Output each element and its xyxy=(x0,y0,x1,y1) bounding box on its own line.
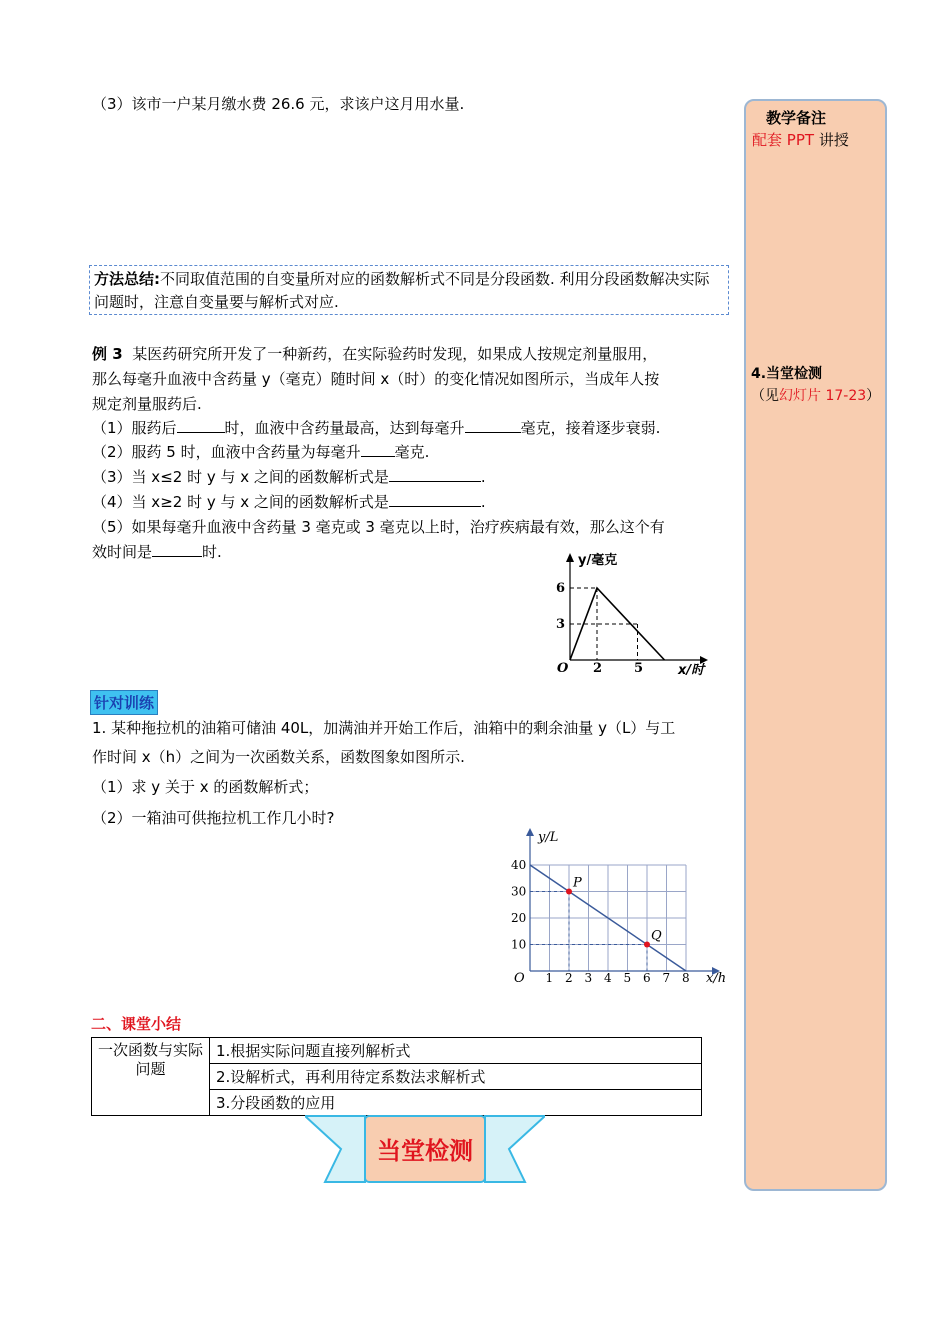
chart2-point-p xyxy=(566,889,572,895)
training-q2: （2）一箱油可供拖拉机工作几小时? xyxy=(92,809,335,827)
chart2-xtick: 4 xyxy=(604,971,612,985)
chart1-xtick-2: 2 xyxy=(593,661,603,676)
sidebar-ppt: 配套 PPT 讲授 xyxy=(752,131,849,149)
example3-q3: （3）当 x≤2 时 y 与 x 之间的函数解析式是 . xyxy=(92,468,486,486)
training-q1: （1）求 y 关于 x 的函数解析式； xyxy=(92,778,319,796)
chart2-xlabel: x/h xyxy=(706,971,727,986)
chart2-ytick: 10 xyxy=(511,937,527,952)
chart1-y-arrow xyxy=(566,553,574,562)
method-text: 不同取值范围的自变量所对应的函数解析式不同是分段函数. 利用分段函数解决实际问题时，注意自变量要与解析式对应. xyxy=(94,270,710,311)
example3-q5: （5）如果每毫升血液中含药量 3 毫克或 3 毫克以上时，治疗疾病最有效，那么这个有 xyxy=(92,518,665,536)
example3-q4: （4）当 x≥2 时 y 与 x 之间的函数解析式是 . xyxy=(92,493,486,511)
chart2-xtick: 8 xyxy=(682,971,690,985)
example3-label: 例 3 xyxy=(92,345,123,363)
chart2-point-p-label: P xyxy=(573,875,582,891)
sidebar-check: 4.当堂检测 （见幻灯片 17-23） xyxy=(751,366,881,404)
example3-line3: 规定剂量服药后. xyxy=(92,395,202,413)
method-label: 方法总结: xyxy=(94,270,160,288)
chart2-point-q-label: Q xyxy=(651,928,662,944)
chart2-ytick: 20 xyxy=(511,911,527,925)
chart2-y-arrow xyxy=(526,828,534,836)
chart2-ytick: 30 xyxy=(511,884,527,899)
chart2-xtick: 5 xyxy=(623,971,632,985)
example3-line1: 例 3 某医药研究所开发了一种新药，在实际验药时发现，如果成人按规定剂量服用， xyxy=(92,345,658,363)
banner-text: 当堂检测 xyxy=(377,1137,473,1165)
drug-concentration-chart xyxy=(548,550,718,680)
chart2-xtick: 7 xyxy=(662,971,671,985)
chart2-ylabel: y/L xyxy=(538,830,559,845)
summary-row-1: 1.根据实际问题直接列解析式 xyxy=(210,1038,702,1064)
summary-row-2: 2.设解析式，再利用待定系数法求解析式 xyxy=(210,1064,702,1090)
chart1-ytick-3: 3 xyxy=(556,617,566,632)
training-p1b: 作时间 x（h）之间为一次函数关系，函数图象如图所示. xyxy=(92,748,465,766)
chart2-xtick: 3 xyxy=(584,971,593,985)
summary-row-3: 3.分段函数的应用 xyxy=(210,1090,702,1116)
chart2-point-q xyxy=(644,942,650,948)
chart1-origin: O xyxy=(557,661,569,676)
example3-line2: 那么每毫升血液中含药量 y（毫克）随时间 x（时）的变化情况如图所示，当成年人按 xyxy=(92,370,660,388)
training-tag: 针对训练 xyxy=(90,690,158,715)
sidebar-title: 教学备注 xyxy=(766,109,827,127)
chart1-ylabel: y/毫克 xyxy=(578,553,618,568)
example3-q2: （2）服药 5 时，血液中含药量为每毫升 毫克. xyxy=(92,443,430,461)
fuel-chart xyxy=(508,826,734,988)
chart1-xtick-5: 5 xyxy=(634,661,644,676)
chart1-ytick-6: 6 xyxy=(556,581,566,596)
chart2-xtick: 6 xyxy=(643,971,651,985)
chart2-xtick: 2 xyxy=(565,971,573,985)
chart2-origin: O xyxy=(514,971,525,986)
chart1-xlabel: x/时 xyxy=(678,663,705,678)
table-row xyxy=(92,1038,702,1064)
example3-q5-cont: 效时间是 时. xyxy=(92,543,222,561)
training-p1a: 1. 某种拖拉机的油箱可储油 40L，加满油并开始工作后，油箱中的剩余油量 y（L）与工 xyxy=(92,719,676,737)
example3-q1: （1）服药后 时，血液中含药量最高，达到每毫升 毫克，接着逐步衰弱. xyxy=(92,419,661,437)
chart1-series-line xyxy=(570,588,665,660)
summary-table xyxy=(91,1037,702,1116)
teaching-notes-sidebar xyxy=(744,99,887,1191)
chart2-ytick: 40 xyxy=(511,858,527,872)
summary-title: 二、课堂小结 xyxy=(91,1015,182,1033)
method-summary-box xyxy=(89,265,729,315)
chart2-xtick: 1 xyxy=(545,971,554,985)
question-3: （3）该市一户某月缴水费 26.6 元，求该户这月用水量. xyxy=(92,95,465,113)
summary-head: 一次函数与实际问题 xyxy=(92,1038,210,1116)
